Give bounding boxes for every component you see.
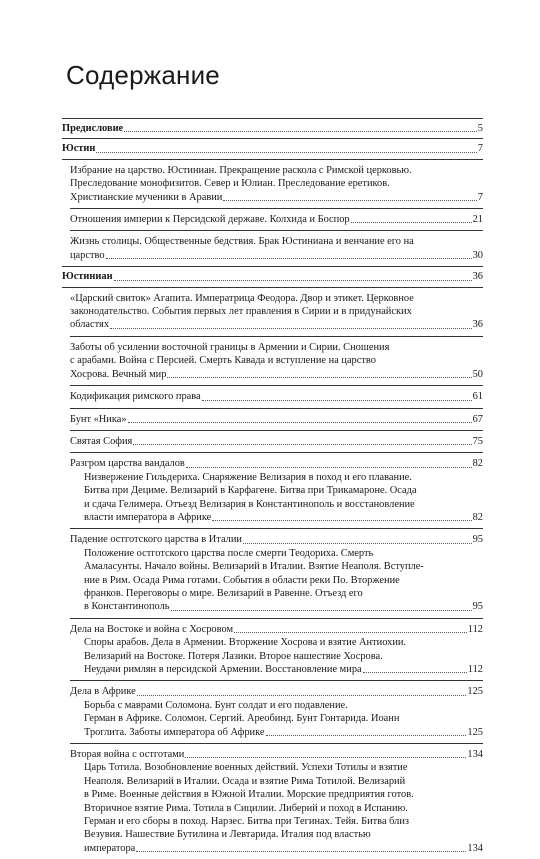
toc-section[interactable] (70, 336, 483, 385)
toc-entry-justinian[interactable] (62, 267, 483, 286)
toc-section-body (70, 292, 483, 332)
toc-page-number: 7 (477, 191, 483, 203)
toc-text-line: власти императора в Африке (84, 511, 212, 523)
toc-text-line: в Риме. Военные действия в Южной Италии. Морские предприятия готов. (84, 789, 414, 801)
toc-section[interactable] (70, 680, 483, 743)
toc-last-line (84, 842, 483, 855)
toc-text-line: Вторичное взятие Рима. Тотила в Сицилии. Либерий и поход в Испанию. (84, 802, 408, 814)
toc-section-body (70, 235, 483, 262)
toc-text-line: Амаласунты. Начало войны. Велизарий в Италии. Взятие Неаполя. Вступле- (84, 561, 424, 573)
toc-text-line: Избрание на царство. Юстиниан. Прекращение раскола с Римской церковью. (70, 164, 412, 176)
toc-text-line: Низвержение Гильдериха. Снаряжение Велизария в поход и его плавание. (84, 471, 412, 483)
dot-leader (212, 520, 471, 521)
toc-text-line: императора (84, 842, 136, 854)
toc-text-line: Христианские мученики в Аравии (70, 191, 223, 203)
dot-leader (363, 672, 467, 673)
toc-page-number: 5 (477, 123, 483, 134)
toc-section[interactable] (70, 430, 483, 452)
toc-text-line: Битва при Дециме. Велизарий в Карфагене. Битва при Трикамароне. Осада (84, 485, 417, 497)
toc-text-line: законодательство. События первых лет правления в Сирии и в придунайских (70, 306, 412, 318)
toc-last-line (70, 413, 483, 426)
toc-section[interactable] (70, 408, 483, 430)
dot-leader (351, 222, 472, 223)
toc-text-line: Кодификация римского права (70, 391, 201, 403)
toc-last-line (84, 726, 483, 739)
toc-page-number: 112 (467, 664, 483, 675)
toc-last-line (70, 318, 483, 331)
toc-text-line: Споры арабов. Дела в Армении. Вторжение Хосрова и взятие Антиохии. (84, 637, 407, 649)
toc-section-heading (70, 748, 483, 761)
toc-text-line: Неудачи римлян в персидской Армении. Восстановление мира (84, 664, 362, 675)
dot-leader (202, 400, 472, 401)
toc-section[interactable] (70, 230, 483, 266)
dot-leader (234, 632, 467, 633)
toc-section-title: Дела в Африке (70, 686, 136, 698)
toc-text-line: Отношения империи к Персидской державе. Колхида и Боспор (70, 214, 350, 226)
toc-section[interactable] (70, 528, 483, 617)
toc-entry-label: Юстиниан (62, 271, 113, 283)
toc-text-line: Положение остготского царства после смерти Теодориха. Смерть (84, 547, 374, 559)
toc-section[interactable] (70, 618, 483, 681)
toc-section-title: Дела на Востоке и война с Хосровом (70, 623, 234, 635)
toc-entry-label: Юстин (62, 143, 96, 155)
toc-text-line: ние в Рим. Осада Рима готами. События в области реки По. Вторжение (84, 574, 400, 586)
toc-page-number: 21 (472, 214, 483, 226)
toc-last-line (70, 435, 483, 448)
toc-section-body (70, 636, 483, 676)
toc-last-line (84, 663, 483, 676)
toc-page-number: 36 (472, 319, 483, 331)
toc-text-line: Царь Тотила. Возобновление военных действий. Успехи Тотилы и взятие (84, 762, 408, 774)
toc-entry-justin[interactable] (62, 139, 483, 158)
toc-section-heading (70, 533, 483, 546)
toc-section-body (70, 547, 483, 614)
dot-leader (186, 467, 472, 468)
dot-leader (223, 200, 476, 201)
toc-page-number: 82 (472, 458, 483, 470)
toc-page-number: 112 (467, 623, 483, 635)
toc-page-number: 36 (472, 271, 483, 283)
justinian-sections (62, 288, 483, 859)
toc-page-number: 95 (472, 601, 483, 613)
dot-leader (243, 543, 472, 544)
dot-leader (133, 444, 471, 445)
dot-leader (266, 735, 467, 736)
toc-section-heading (70, 623, 483, 636)
toc-section[interactable] (70, 160, 483, 208)
toc-last-line (70, 368, 483, 381)
dot-leader (167, 377, 471, 378)
toc-text-line: Герман в Африке. Соломон. Сергий. Ареобинд. Бунт Гонтарида. Иоанн (84, 713, 400, 725)
toc-page-number: 95 (472, 534, 483, 546)
toc-text-line: Жизнь столицы. Общественные бедствия. Брак Юстиниана и венчание его на (70, 236, 414, 248)
toc-page-number: 67 (472, 413, 483, 425)
toc-last-line (84, 511, 483, 524)
toc-section-heading (70, 457, 483, 470)
toc-text-line: Хосрова. Вечный мир (70, 368, 167, 380)
dot-leader (185, 757, 466, 758)
toc-last-line (70, 249, 483, 262)
toc-section[interactable] (70, 452, 483, 528)
toc-text-line: в Константинополь (84, 601, 170, 613)
toc-page-number: 75 (472, 435, 483, 447)
toc-text-line: Троглита. Заботы императора об Африке (84, 726, 265, 738)
toc-text-line: франков. Переговоры о мире. Велизарий в Равенне. Отъезд его (84, 587, 363, 599)
toc-section[interactable] (70, 743, 483, 859)
dot-leader (137, 695, 467, 696)
toc-section-heading (70, 685, 483, 698)
toc-section-body (70, 341, 483, 381)
dot-leader (128, 422, 472, 423)
toc-section-body (70, 435, 483, 448)
toc-text-line: Везувия. Нашествие Бутилина и Левтарида. Италия под властью (84, 829, 371, 841)
dot-leader (171, 610, 472, 611)
toc-section-title: Вторая война с остготами (70, 749, 185, 761)
dot-leader (114, 280, 472, 281)
toc-section-body (70, 164, 483, 204)
toc-text-line: областях (70, 319, 110, 331)
dot-leader (96, 152, 476, 153)
dot-leader (124, 131, 477, 132)
toc-text-line: Преследование монофизитов. Север и Юлиан. Преследование еретиков. (70, 178, 390, 190)
toc-last-line (70, 191, 483, 204)
toc-section-body (70, 213, 483, 226)
toc-page-number: 7 (477, 143, 483, 155)
toc-page-number: 50 (472, 368, 483, 380)
dot-leader (136, 851, 466, 852)
toc-page-number: 125 (467, 726, 483, 738)
toc-section-body (70, 413, 483, 426)
toc-page-number: 134 (467, 842, 483, 854)
toc-text-line: Неаполя. Велизарий в Италии. Осада и взятие Рима Тотилой. Велизарий (84, 775, 406, 787)
toc-section-body (70, 761, 483, 855)
toc-page-number: 125 (467, 686, 483, 698)
toc-section-body (70, 471, 483, 525)
toc-text-line: Борьба с маврами Соломона. Бунт солдат и его подавление. (84, 699, 348, 711)
toc-last-line (70, 213, 483, 226)
toc-last-line (84, 600, 483, 613)
toc-page-number: 134 (467, 749, 483, 761)
toc-entry-label: Предисловие (62, 123, 124, 134)
toc-text-line: Заботы об усилении восточной границы в Армении и Сирии. Сношения (70, 341, 390, 353)
toc-section-body (70, 699, 483, 739)
toc-text-line: Бунт «Ника» (70, 413, 127, 425)
dot-leader (106, 258, 472, 259)
toc-text-line: и сдача Гелимера. Отъезд Велизария в Константинополь и восстановление (84, 498, 415, 510)
toc-section[interactable] (70, 288, 483, 336)
table-of-contents (62, 118, 483, 859)
toc-page-number: 82 (472, 511, 483, 523)
toc-section-title: Разгром царства вандалов (70, 458, 185, 470)
toc-last-line (70, 390, 483, 403)
toc-text-line: с арабами. Война с Персией. Смерть Кавада и вступление на царство (70, 355, 376, 367)
toc-text-line: царство (70, 249, 105, 261)
toc-text-line: Велизарий на Востоке. Потеря Лазики. Второе нашествие Хосрова. (84, 650, 383, 662)
toc-entry-preface[interactable] (62, 119, 483, 138)
toc-page-number: 30 (472, 249, 483, 261)
toc-section-title: Падение остготского царства в Италии (70, 534, 242, 546)
justin-sections (62, 160, 483, 266)
toc-section[interactable] (70, 385, 483, 407)
toc-text-line: Святая София (70, 435, 133, 447)
dot-leader (110, 328, 472, 329)
toc-text-line: «Царский свиток» Агапита. Императрица Феодора. Двор и этикет. Церковное (70, 292, 414, 304)
page-title: Содержание (66, 60, 220, 90)
toc-text-line: Герман и его сборы в поход. Нарзес. Битва при Тегинах. Тейя. Битва близ (84, 816, 410, 828)
toc-section-body (70, 390, 483, 403)
toc-section[interactable] (70, 208, 483, 230)
toc-page-number: 61 (472, 391, 483, 403)
